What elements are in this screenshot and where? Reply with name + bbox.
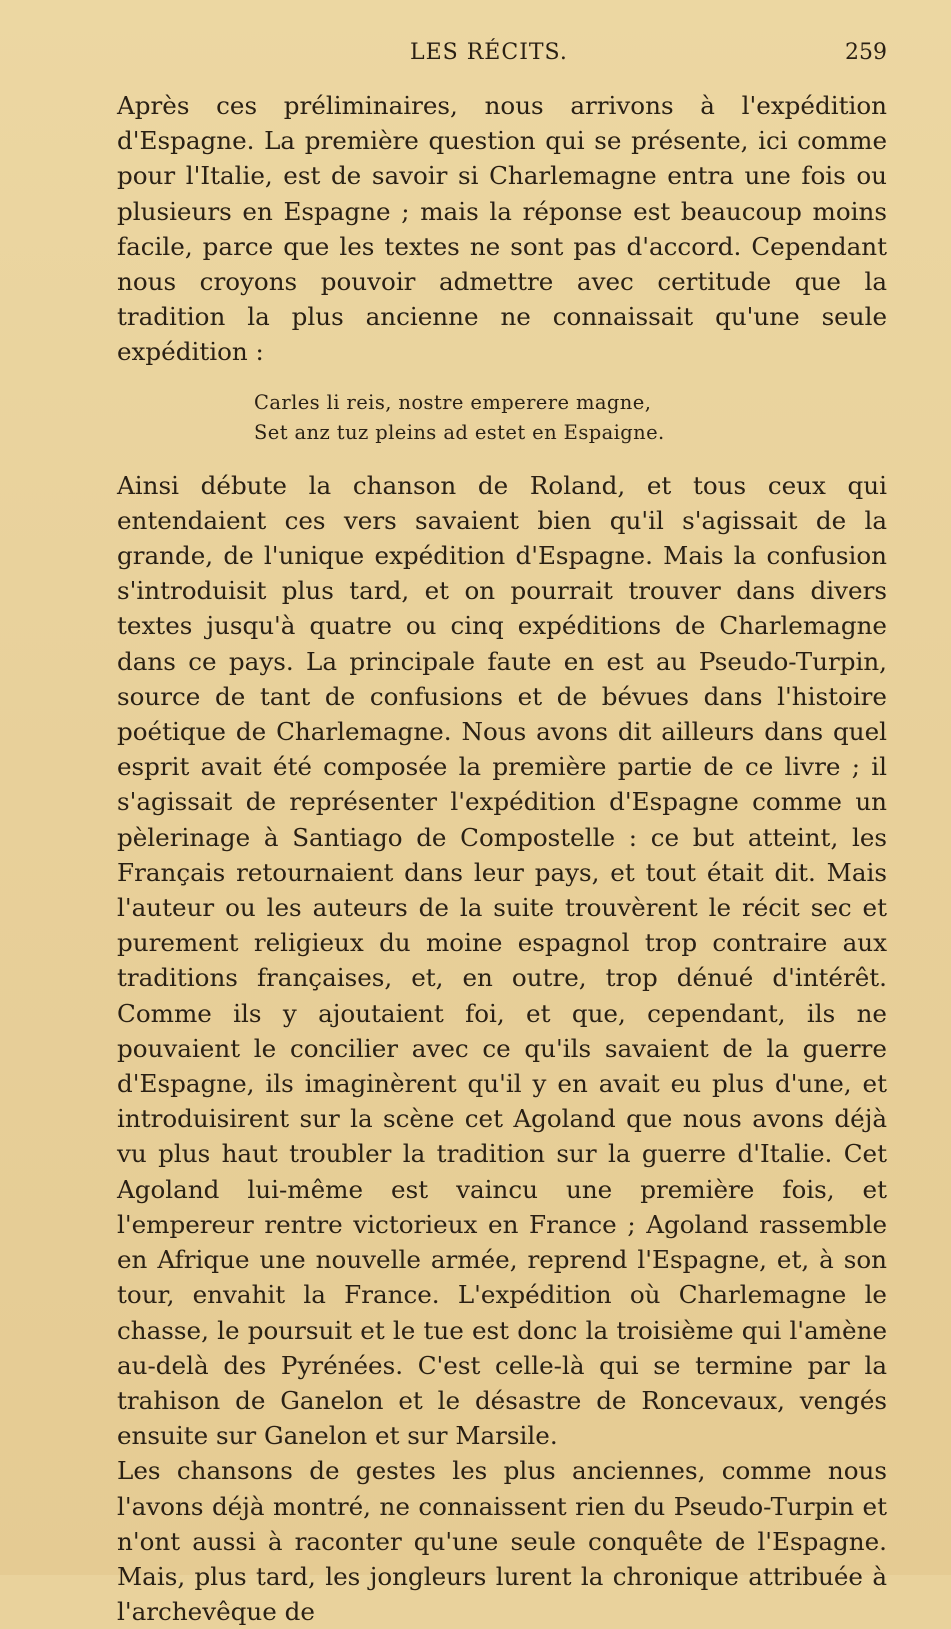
- page-header: [117, 40, 887, 76]
- page-body: [117, 88, 887, 1629]
- verse-quotation: [117, 388, 887, 448]
- paragraph-3: Les chansons de gestes les plus anciennes, comme nous l'avons déjà montré, ne connaissent rien du Pseudo-Turpin et n'ont aussi à raconter qu'une seule conquête de l'Espagne. Mais, plus tard, les jongleurs lurent la chronique attribuée à l'archevêque de: [117, 1456, 887, 1627]
- verse-line-1: Carles li reis, nostre emperere magne,: [254, 390, 652, 414]
- paragraph-1: Après ces préliminaires, nous arrivons à l'expédition d'Espagne. La première question qui se présente, ici comme pour l'Italie, est de savoir si Charlemagne entra une fois ou plusieurs en Espagne ; mais la réponse est beaucoup moins facile, parce que les textes ne sont pas d'accord. Cependant nous croyons pouvoir admettre avec certitude que la tradition la plus ancienne ne connaissait qu'une seule expédition :: [117, 91, 887, 367]
- paragraph-2: Ainsi débute la chanson de Roland, et tous ceux qui entendaient ces vers savaient bien qu'il s'agissait de la grande, de l'unique expédition d'Espagne. Mais la confusion s'introduisit plus tard, et on pourrait trouver dans divers textes jusqu'à quatre ou cinq expéditions de Charlemagne dans ce pays. La principale faute en est au Pseudo-Turpin, source de tant de confusions et de bévues dans l'histoire poétique de Charlemagne. Nous avons dit ailleurs dans quel esprit avait été composée la première partie de ce livre ; il s'agissait de représenter l'expédition d'Espagne comme un pèlerinage à Santiago de Compostelle : ce but atteint, les Français retournaient dans leur pays, et tout était dit. Mais l'auteur ou les auteurs de la suite trouvèrent le récit sec et purement religieux du moine espagnol trop contraire aux traditions françaises, et, en outre, trop dénué d'intérêt. Comme ils y ajoutaient foi, et que, cependant, ils ne pouvaient le concilier avec ce qu'ils savaient de la guerre d'Espagne, ils imaginèrent qu'il y en avait eu plus d'une, et introduisirent sur la scène cet Agoland que nous avons déjà vu plus haut troubler la tradition sur la guerre d'Italie. Cet Agoland lui-même est vaincu une première fois, et l'empereur rentre victorieux en France ; Agoland rassemble en Afrique une nouvelle armée, reprend l'Espagne, et, à son tour, envahit la France. L'expédition où Charlemagne le chasse, le poursuit et le tue est donc la troisième qui l'amène au-delà des Pyrénées. C'est celle-là qui se termine par la trahison de Ganelon et le désastre de Roncevaux, vengés ensuite sur Ganelon et sur Marsile.: [117, 470, 887, 1451]
- running-title: LES RÉCITS.: [410, 40, 568, 65]
- verse-line-2: Set anz tuz pleins ad estet en Espaigne.: [254, 420, 665, 444]
- page-number: 259: [845, 40, 887, 65]
